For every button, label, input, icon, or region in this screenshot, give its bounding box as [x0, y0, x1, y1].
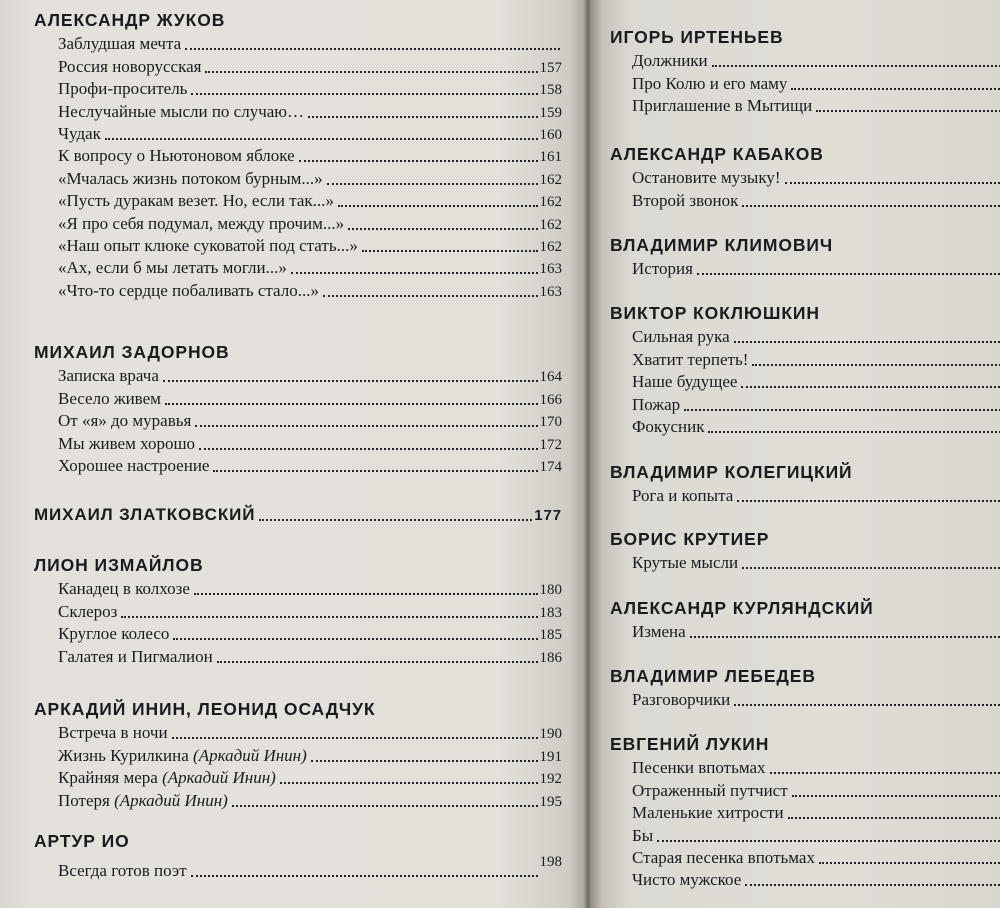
- dot-leader: [205, 71, 537, 73]
- entry-title: «Мчалась жизнь потоком бурным...»: [58, 168, 323, 188]
- entry-title: Отраженный путчист: [632, 780, 788, 800]
- dot-leader: [712, 65, 1000, 67]
- toc-entry[interactable]: [34, 788, 562, 810]
- toc-entry[interactable]: [34, 144, 562, 166]
- entry-title: История: [632, 259, 693, 279]
- entry-title: Остановите музыку!: [632, 168, 781, 188]
- entry-title: Фокусник: [632, 416, 705, 436]
- author-name: АРКАДИЙ ИНИН, ЛЕОНИД ОСАДЧУК: [34, 699, 376, 719]
- toc-entry[interactable]: [34, 503, 562, 525]
- toc-entry[interactable]: [610, 778, 1000, 800]
- author-name: ВИКТОР КОКЛЮШКИН: [610, 303, 820, 323]
- entry-title: К вопросу о Ньютоновом яблоке: [58, 146, 295, 166]
- dot-leader: [752, 364, 1000, 366]
- entry-page: 198: [539, 854, 562, 870]
- entry-title-text: Жизнь Курилкина: [58, 745, 194, 765]
- entry-title: Россия новорусская: [58, 56, 202, 76]
- entry-title: Рога и копыта: [632, 486, 734, 506]
- entry-page: 158: [539, 82, 562, 99]
- author-name: МИХАИЛ ЗАДОРНОВ: [34, 342, 230, 362]
- author-name: АЛЕКСАНДР КАБАКОВ: [610, 144, 824, 164]
- entry-page: 163: [539, 283, 562, 300]
- dot-leader: [737, 500, 1000, 502]
- entry-page: 183: [539, 604, 562, 621]
- dot-leader: [232, 805, 538, 807]
- toc-entry[interactable]: [34, 386, 562, 408]
- toc-entry[interactable]: [610, 94, 1000, 116]
- entry-title: От «я» до муравья: [58, 411, 192, 431]
- toc-entry[interactable]: [34, 577, 562, 599]
- toc-entry[interactable]: [34, 256, 562, 278]
- dot-leader: [734, 704, 1000, 706]
- toc-entry[interactable]: [34, 766, 562, 788]
- entry-page: 162: [539, 216, 562, 233]
- entry-title: Заблудшая мечта: [58, 34, 182, 54]
- dot-leader: [308, 116, 537, 118]
- dot-leader: [785, 182, 1000, 184]
- toc-entry[interactable]: [610, 71, 1000, 93]
- entry-title: «Ах, если б мы летать могли...»: [58, 258, 287, 278]
- author-name: АРТУР ИО: [34, 831, 130, 851]
- toc-entry[interactable]: [610, 188, 1000, 210]
- dot-leader: [708, 431, 1000, 433]
- author-name: ВЛАДИМИР КЛИМОВИЧ: [610, 235, 834, 255]
- entry-title: Хорошее настроение: [58, 455, 210, 475]
- entry-title: Всегда готов поэт: [58, 861, 187, 880]
- dot-leader: [191, 93, 537, 95]
- entry-title: [58, 791, 228, 811]
- toc-entry[interactable]: [34, 189, 562, 211]
- entry-title: [58, 723, 168, 743]
- dot-leader: [742, 567, 1000, 569]
- dot-leader: [121, 616, 537, 618]
- toc-entry[interactable]: [610, 846, 1000, 868]
- dot-leader: [362, 250, 538, 252]
- entry-page: 172: [539, 436, 562, 453]
- entry-attribution: (Аркадий Инин): [114, 790, 228, 810]
- entry-title: «Пусть дуракам везет. Но, если так...»: [58, 191, 334, 211]
- toc-section-lebedev: [610, 664, 1000, 710]
- toc-section-koklyushkin: [610, 301, 1000, 437]
- entry-page: 162: [539, 194, 562, 211]
- entry-page: 195: [539, 793, 562, 810]
- author-name: БОРИС КРУТИЕР: [610, 529, 770, 549]
- entry-page: 192: [539, 771, 562, 788]
- toc-entry[interactable]: [610, 868, 1000, 890]
- author-name: ВЛАДИМИР КОЛЕГИЦКИЙ: [610, 462, 853, 482]
- dot-leader: [259, 519, 532, 521]
- entry-title: Второй звонок: [632, 190, 739, 210]
- dot-leader: [770, 772, 1000, 774]
- entry-title: Склероз: [58, 601, 118, 621]
- author-name: ЛИОН ИЗМАЙЛОВ: [34, 555, 204, 575]
- toc-section-kolegitsky: [610, 460, 1000, 506]
- dot-leader: [788, 817, 1000, 819]
- dot-leader: [734, 341, 1000, 343]
- dot-leader: [819, 862, 1000, 864]
- entry-attribution: (Аркадий Инин): [193, 745, 307, 765]
- toc-section-klimovich: [610, 233, 1000, 279]
- author-name: ЕВГЕНИЙ ЛУКИН: [610, 734, 770, 754]
- dot-leader: [742, 205, 1000, 207]
- dot-leader: [280, 782, 538, 784]
- entry-page: 185: [539, 627, 562, 644]
- dot-leader: [697, 273, 1000, 275]
- entry-title: Бы: [632, 825, 654, 845]
- entry-page: 157: [539, 59, 562, 76]
- entry-page: 186: [539, 649, 562, 666]
- dot-leader: [165, 403, 538, 405]
- entry-title: [58, 746, 307, 766]
- toc-entry[interactable]: [610, 257, 1000, 279]
- toc-section-lukin: [610, 732, 1000, 890]
- entry-title: Песенки впотьмах: [632, 758, 766, 778]
- dot-leader: [684, 409, 1000, 411]
- entry-title: Профи-проситель: [58, 79, 188, 99]
- dot-leader: [217, 661, 538, 663]
- toc-entry[interactable]: [610, 49, 1000, 71]
- toc-entry[interactable]: [34, 431, 562, 453]
- entry-title: Галатея и Пигмалион: [58, 646, 213, 666]
- entry-title: «Наш опыт клюке суковатой под стать...»: [58, 235, 358, 255]
- toc-entry[interactable]: [610, 370, 1000, 392]
- toc-section-io: [34, 829, 562, 881]
- toc-entry[interactable]: [34, 364, 562, 386]
- entry-title: Записка врача: [58, 366, 159, 386]
- toc-section-zadornov: [34, 340, 562, 476]
- dot-leader: [816, 110, 1000, 112]
- dot-leader: [185, 48, 560, 50]
- dot-leader: [338, 205, 538, 207]
- entry-title: Канадец в колхозе: [58, 579, 190, 599]
- entry-title: Неслучайные мысли по случаю…: [58, 101, 305, 121]
- toc-section-zlatkovsky: [34, 503, 562, 525]
- toc-entry[interactable]: [34, 409, 562, 431]
- dot-leader: [173, 638, 537, 640]
- toc-entry[interactable]: [610, 415, 1000, 437]
- toc-entry[interactable]: [610, 392, 1000, 414]
- entry-title: Крутые мысли: [632, 553, 739, 573]
- toc-section-kurlyandsky: [610, 596, 1000, 642]
- toc-entry[interactable]: [610, 801, 1000, 823]
- toc-section-izmailov: [34, 553, 562, 667]
- dot-leader: [657, 840, 1000, 842]
- entry-page: 190: [539, 726, 562, 743]
- dot-leader: [163, 380, 538, 382]
- dot-leader: [191, 875, 538, 877]
- toc-entry[interactable]: [610, 484, 1000, 506]
- dot-leader: [327, 183, 538, 185]
- author-name: ВЛАДИМИР ЛЕБЕДЕВ: [610, 666, 816, 686]
- toc-entry[interactable]: [610, 347, 1000, 369]
- toc-entry[interactable]: [34, 721, 562, 743]
- entry-page: 159: [539, 104, 562, 121]
- entry-title: Весело живем: [58, 388, 161, 408]
- dot-leader: [291, 272, 538, 274]
- entry-title: Измена: [632, 622, 686, 642]
- entry-title: Мы живем хорошо: [58, 433, 196, 453]
- dot-leader: [791, 88, 1000, 90]
- entry-title: Сильная рука: [632, 327, 730, 347]
- dot-leader: [105, 138, 538, 140]
- dot-leader: [213, 470, 537, 472]
- toc-entry[interactable]: [610, 551, 1000, 573]
- toc-entry[interactable]: [610, 688, 1000, 710]
- entry-title-text: Крайняя мера: [58, 768, 163, 788]
- entry-title: «Что-то сердце побаливать стало...»: [58, 280, 319, 300]
- dot-leader: [323, 295, 538, 297]
- toc-entry[interactable]: [34, 644, 562, 666]
- author-name: МИХАИЛ ЗЛАТКОВСКИЙ: [34, 505, 256, 525]
- entry-title: Должники: [632, 51, 708, 71]
- toc-entry[interactable]: [34, 211, 562, 233]
- entry-title: Старая песенка впотьмах: [632, 847, 815, 867]
- toc-entry[interactable]: [34, 622, 562, 644]
- toc-entry[interactable]: [34, 743, 562, 765]
- author-name: АЛЕКСАНДР КУРЛЯНДСКИЙ: [610, 598, 874, 618]
- dot-leader: [195, 425, 537, 427]
- entry-page: 160: [539, 126, 562, 143]
- entry-title: Чудак: [58, 123, 101, 143]
- dot-leader: [741, 386, 1000, 388]
- toc-entry[interactable]: [34, 234, 562, 256]
- entry-page: 177: [534, 507, 562, 525]
- toc-entry[interactable]: [34, 853, 562, 881]
- toc-section-kabakov: [610, 142, 1000, 211]
- dot-leader: [299, 160, 538, 162]
- dot-leader: [199, 448, 537, 450]
- entry-page: 163: [539, 261, 562, 278]
- toc-entry[interactable]: [34, 54, 562, 76]
- entry-page: 170: [539, 414, 562, 431]
- entry-title: Разговорчики: [632, 690, 731, 710]
- right-page: [590, 0, 1000, 908]
- entry-page: 174: [539, 458, 562, 475]
- entry-title-text: Встреча в ночи: [58, 723, 168, 743]
- entry-page: 162: [539, 171, 562, 188]
- entry-title: Про Колю и его маму: [632, 73, 788, 93]
- entry-title: [58, 768, 276, 788]
- author-name: АЛЕКСАНДР ЖУКОВ: [34, 10, 226, 30]
- toc-entry[interactable]: [610, 166, 1000, 188]
- entry-page: 166: [539, 391, 562, 408]
- entry-page: 161: [539, 149, 562, 166]
- toc-entry[interactable]: [34, 454, 562, 476]
- toc-entry[interactable]: [34, 99, 562, 121]
- entry-title: «Я про себя подумал, между прочим...»: [58, 213, 345, 233]
- toc-entry[interactable]: [34, 122, 562, 144]
- entry-page: 191: [539, 748, 562, 765]
- entry-attribution: (Аркадий Инин): [162, 768, 276, 788]
- entry-title: Маленькие хитрости: [632, 803, 784, 823]
- toc-section-irtenyev: [610, 25, 1000, 116]
- toc-entry[interactable]: [610, 823, 1000, 845]
- toc-entry[interactable]: [34, 166, 562, 188]
- entry-page: 164: [539, 369, 562, 386]
- entry-title: Наше будущее: [632, 372, 738, 392]
- toc-entry[interactable]: [34, 77, 562, 99]
- entry-title: Чисто мужское: [632, 870, 742, 890]
- dot-leader: [172, 737, 538, 739]
- toc-section-zhukov: [34, 8, 562, 301]
- entry-title: Приглашение в Мытищи: [632, 96, 813, 116]
- entry-page: 180: [539, 582, 562, 599]
- toc-entry[interactable]: [610, 325, 1000, 347]
- entry-title-text: Потеря: [58, 790, 115, 810]
- entry-page: 162: [539, 238, 562, 255]
- entry-title: Круглое колесо: [58, 624, 170, 644]
- toc-entry[interactable]: [34, 32, 562, 54]
- entry-title: Пожар: [632, 394, 681, 414]
- entry-title: Хватит терпеть!: [632, 349, 749, 369]
- dot-leader: [745, 884, 1000, 886]
- dot-leader: [194, 593, 538, 595]
- dot-leader: [348, 228, 537, 230]
- dot-leader: [690, 636, 1000, 638]
- toc-entry[interactable]: [34, 278, 562, 300]
- dot-leader: [792, 795, 1000, 797]
- toc-entry[interactable]: [610, 756, 1000, 778]
- toc-section-inin-osadchuk: [34, 697, 562, 811]
- toc-entry[interactable]: [34, 599, 562, 621]
- toc-entry[interactable]: [610, 620, 1000, 642]
- toc-section-krutier: [610, 527, 1000, 573]
- dot-leader: [311, 760, 538, 762]
- author-name: ИГОРЬ ИРТЕНЬЕВ: [610, 27, 784, 47]
